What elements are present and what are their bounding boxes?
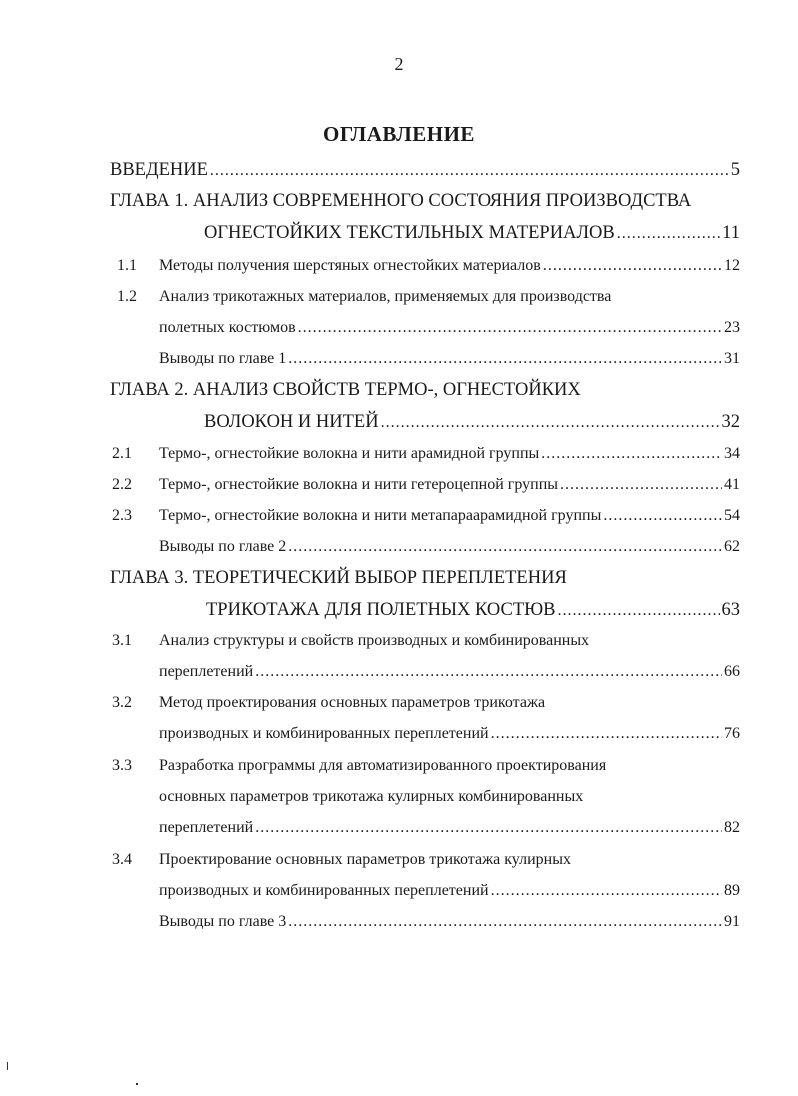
toc-entry-conclusions-2[interactable] [159,535,740,559]
dot-leader [255,816,722,840]
scan-artifact [136,1083,138,1085]
toc-entry-page: 91 [724,913,740,930]
toc-entry-3-3-line2[interactable]: основных параметров трикотажа кулирных комбинированных [159,788,584,805]
toc-entry-label: Термо-, огнестойкие волокна и нити гетероцепной группы [159,476,559,493]
toc-entry-3-3[interactable] [159,816,740,840]
page-number: 2 [394,54,404,74]
toc-chapter-1-title[interactable]: ГЛАВА 1. АНАЛИЗ СОВРЕМЕННОГО СОСТОЯНИЯ ПРОИЗВОДСТВА [110,191,692,211]
toc-entry-label: ВОЛОКОН И НИТЕЙ [204,412,379,432]
dot-leader [541,442,722,466]
section-number: 2.3 [112,507,132,524]
dot-leader [381,411,720,435]
toc-entry-conclusions-3[interactable] [159,910,740,934]
toc-entry-label: переплетений [159,819,254,836]
dot-leader [543,254,722,278]
scan-artifact [7,1062,8,1070]
section-number: 3.3 [112,757,132,774]
toc-entry-label: ТРИКОТАЖА ДЛЯ ПОЛЕТНЫХ КОСТЮВ [206,600,556,620]
toc-entry-label: переплетений [159,663,254,680]
toc-entry-label: Термо-, огнестойкие волокна и нити метапараарамидной группы [159,507,602,524]
toc-entry-page: 11 [722,223,740,243]
toc-chapter-2-title[interactable]: ГЛАВА 2. АНАЛИЗ СВОЙСТВ ТЕРМО-, ОГНЕСТОЙКИХ [110,380,581,400]
toc-entry-page: 76 [724,725,740,742]
toc-entry-label: Выводы по главе 2 [159,538,287,555]
toc-entry-page: 32 [721,412,740,432]
toc-entry-page: 12 [724,257,740,274]
toc-entry-2-2[interactable] [159,473,740,497]
toc-entry-page: 31 [724,350,740,367]
toc-entry-label: Термо-, огнестойкие волокна и нити арамидной группы [159,445,540,462]
toc-entry-page: 66 [724,663,740,680]
toc-entry-3-2[interactable] [159,722,740,746]
dot-leader [603,504,722,528]
toc-entry-label: ВВЕДЕНИЕ [110,160,208,180]
toc-chapter-1[interactable] [204,221,740,245]
dot-leader [288,347,722,371]
toc-entry-page: 54 [724,507,740,524]
toc-entry-label: Методы получения шерстяных огнестойких материалов [159,257,541,274]
dot-leader [560,473,722,497]
toc-entry-page: 41 [724,476,740,493]
toc-entry-1-1[interactable] [159,254,740,278]
toc-entry-page: 34 [724,445,740,462]
dot-leader [298,316,722,340]
section-number: 2.1 [112,445,132,462]
dot-leader [491,879,722,903]
toc-entry-label: полетных костюмов [159,319,296,336]
section-number: 3.2 [112,694,132,711]
dot-leader [491,722,722,746]
dot-leader [617,222,720,246]
toc-chapter-2[interactable] [204,410,740,434]
toc-entry-3-4[interactable] [159,879,740,903]
toc-entry-label: ОГНЕСТОЙКИХ ТЕКСТИЛЬНЫХ МАТЕРИАЛОВ [204,223,615,243]
toc-entry-3-3-line1[interactable]: Разработка программы для автоматизированного проектирования [159,757,607,774]
section-number: 1.1 [117,257,137,274]
dot-leader [288,910,722,934]
toc-entry-page: 5 [730,160,740,180]
toc-entry-conclusions-1[interactable] [159,347,740,371]
toc-chapter-3-title[interactable]: ГЛАВА 3. ТЕОРЕТИЧЕСКИЙ ВЫБОР ПЕРЕПЛЕТЕНИЯ [110,568,567,588]
toc-entry-3-4-line1[interactable]: Проектирование основных параметров трикотажа кулирных [159,851,571,868]
toc-entry-page: 82 [724,819,740,836]
dot-leader [288,535,722,559]
toc-entry-label: Выводы по главе 1 [159,350,287,367]
toc-entry-page: 23 [724,319,740,336]
toc-entry-1-2-line1[interactable]: Анализ трикотажных материалов, применяемых для производства [159,288,612,305]
section-number: 1.2 [117,288,137,305]
toc-entry-page: 62 [724,538,740,555]
dot-leader [558,599,720,623]
section-number: 3.1 [112,632,132,649]
toc-chapter-3[interactable] [206,598,740,622]
toc-entry-label: производных и комбинированных переплетений [159,882,489,899]
section-number: 3.4 [112,851,132,868]
toc-entry-3-2-line1[interactable]: Метод проектирования основных параметров трикотажа [159,694,546,711]
toc-title: ОГЛАВЛЕНИЕ [323,122,475,146]
toc-entry-2-3[interactable] [159,504,740,528]
dot-leader [255,660,722,684]
toc-entry-label: производных и комбинированных переплетений [159,725,489,742]
section-number: 2.2 [112,476,132,493]
toc-entry-2-1[interactable] [159,442,740,466]
toc-entry-intro[interactable] [110,158,740,182]
toc-entry-3-1-line1[interactable]: Анализ структуры и свойств производных и комбинированных [159,632,590,649]
toc-entry-1-2[interactable] [159,316,740,340]
toc-entry-3-1[interactable] [159,660,740,684]
toc-entry-label: Выводы по главе 3 [159,913,287,930]
toc-entry-page: 63 [721,600,740,620]
dot-leader [210,159,729,183]
toc-entry-page: 89 [724,882,740,899]
